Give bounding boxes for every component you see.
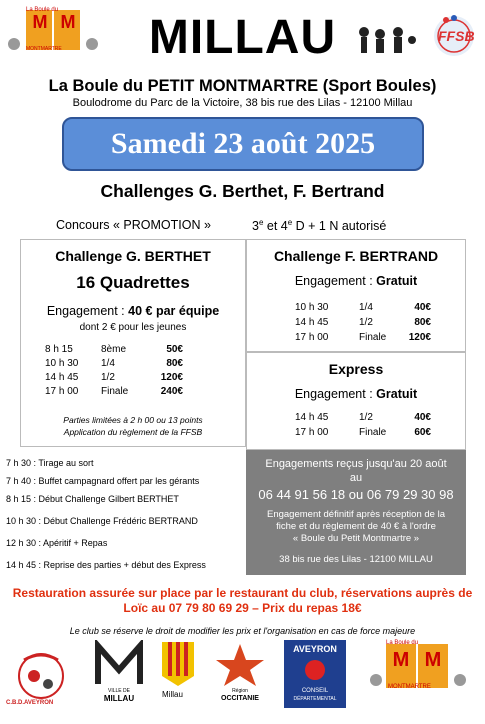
row-time: 14 h 45 [45, 372, 79, 383]
table-row [247, 302, 465, 316]
row-time: 17 h 00 [295, 332, 329, 343]
table-row [21, 358, 245, 372]
logo-left-caption: La Boule du [26, 7, 59, 13]
row-round: Finale [101, 386, 129, 397]
schedule-item: 14 h 45 : Reprise des parties + début des Express [6, 560, 206, 570]
row-prize: 60€ [414, 427, 431, 438]
row-time: 17 h 00 [45, 386, 79, 397]
occitanie-logo-line-1: Région [232, 688, 248, 694]
row-prize: 120€ [160, 372, 183, 383]
bertrand-panel [246, 239, 466, 352]
restaurant-line-2: Loïc au 07 79 80 69 29 – Prix du repas 18€ [123, 601, 362, 615]
ffsb-logo [358, 6, 476, 64]
registration-phones: 06 44 91 56 18 ou 06 79 29 30 98 [258, 487, 454, 502]
row-prize: 240€ [160, 386, 183, 397]
row-prize: 40€ [414, 412, 431, 423]
aveyron-logo-line-2: CONSEIL [301, 688, 329, 694]
row-prize: 40€ [414, 302, 431, 313]
row-round: 1/2 [359, 317, 373, 328]
row-round: 1/2 [101, 372, 115, 383]
mairie-logo [160, 640, 196, 708]
berthet-engagement-value: 40 € par équipe [128, 304, 220, 318]
mairie-logo-text: Millau [162, 690, 183, 699]
berthet-panel [20, 239, 246, 447]
bertrand-engagement-label: Engagement : [294, 274, 377, 288]
cbd-aveyron-logo [6, 640, 76, 708]
millau-logo-line-2: MILLAU [103, 694, 135, 703]
club-logo-footer [368, 640, 472, 708]
table-row [247, 332, 465, 346]
registration-au: au [349, 472, 363, 484]
svg-text:M: M [60, 12, 76, 32]
row-round: 8ème [101, 344, 127, 355]
schedule-item: 7 h 30 : Tirage au sort [6, 458, 94, 468]
restaurant-line-1: Restauration assurée sur place par le restaurant du club, réservations auprès de [12, 586, 473, 600]
table-row [247, 427, 465, 441]
express-engagement [247, 387, 465, 401]
table-row [21, 372, 245, 386]
row-time: 14 h 45 [295, 412, 329, 423]
row-time: 10 h 30 [45, 358, 79, 369]
berthet-title: Challenge G. BERTHET [55, 248, 211, 264]
berthet-note-1: Parties limitées à 2 h 00 ou 13 points [63, 415, 203, 425]
row-prize: 50€ [166, 344, 183, 355]
row-round: 1/2 [359, 412, 373, 423]
berthet-note-2: Application du règlement de la FFSB [63, 427, 203, 437]
challenges-heading: Challenges G. Berthet, F. Bertrand [100, 181, 385, 201]
express-panel [246, 352, 466, 450]
row-time: 10 h 30 [295, 302, 329, 313]
disclaimer: Le club se réserve le droit de modifier les prix et l'organisation en cas de force majeure [69, 626, 416, 636]
registration-deadline: Engagements reçus jusqu'au 20 août [265, 458, 447, 470]
table-row [21, 344, 245, 358]
page-title: MILLAU [148, 11, 337, 64]
schedule-item: 8 h 15 : Début Challenge Gilbert BERTHET [6, 494, 179, 504]
berthet-engagement-label: Engagement : [46, 304, 129, 318]
berthet-youth: dont 2 € pour les jeunes [79, 322, 187, 333]
restaurant-notice [0, 586, 485, 616]
row-round: 1/4 [359, 302, 373, 313]
row-time: 8 h 15 [45, 344, 73, 355]
express-title: Express [328, 361, 384, 377]
occitanie-logo [212, 640, 268, 708]
svg-text:M: M [32, 12, 48, 32]
express-engagement-label: Engagement : [294, 387, 377, 401]
row-prize: 80€ [414, 317, 431, 328]
row-time: 14 h 45 [295, 317, 329, 328]
ffsb-logo-text: FFSB [438, 28, 475, 44]
row-round: Finale [359, 332, 387, 343]
schedule-item: 7 h 40 : Buffet campagnard offert par les gérants [6, 476, 200, 486]
bertrand-engagement [247, 274, 465, 288]
bertrand-engagement-value: Gratuit [376, 274, 418, 288]
date-banner [62, 117, 424, 171]
berthet-format: 16 Quadrettes [76, 273, 190, 292]
registration-panel [246, 450, 466, 575]
event-date: Samedi 23 août 2025 [110, 127, 376, 160]
registration-line-3: Engagement définitif après réception de la [267, 509, 445, 520]
registration-line-5: « Boule du Petit Montmartre » [292, 533, 420, 544]
club-footer-caption-2: MONTMARTRE [388, 684, 431, 690]
divisions-allowed: 3e et 4e D + 1 N autorisé [252, 218, 387, 234]
schedule-item: 10 h 30 : Début Challenge Frédéric BERTRAND [6, 516, 198, 526]
millau-logo-line-1: VILLE DE [108, 688, 130, 694]
row-prize: 80€ [166, 358, 183, 369]
row-round: 1/4 [101, 358, 115, 369]
concours-type: Concours « PROMOTION » [56, 218, 211, 232]
club-footer-caption-1: La Boule du [386, 640, 419, 646]
aveyron-logo [284, 640, 346, 708]
millau-city-logo [92, 640, 146, 708]
berthet-engagement [21, 304, 245, 318]
logo-left-caption-2: MONTMARTRE [26, 46, 62, 52]
aveyron-logo-line-1: AVEYRON [293, 644, 337, 654]
table-row [247, 412, 465, 426]
registration-line-4: fiche et du règlement de 40 € à l'ordre [276, 521, 436, 532]
club-address: Boulodrome du Parc de la Victoire, 38 bis rue des Lilas - 12100 Millau [72, 97, 413, 109]
aveyron-logo-line-3: DÉPARTEMENTAL [293, 696, 337, 702]
table-row [21, 386, 245, 400]
bertrand-title: Challenge F. BERTRAND [273, 248, 439, 264]
club-name: La Boule du PETIT MONTMARTRE (Sport Boules) [48, 77, 437, 95]
schedule-item: 12 h 30 : Apéritif + Repas [6, 538, 108, 548]
cbd-logo-text: C.B.D.AVEYRON [6, 700, 54, 706]
row-time: 17 h 00 [295, 427, 329, 438]
express-engagement-value: Gratuit [376, 387, 418, 401]
table-row [247, 317, 465, 331]
svg-text:M: M [424, 649, 442, 671]
svg-text:M: M [392, 649, 410, 671]
registration-address: 38 bis rue des Lilas - 12100 MILLAU [279, 554, 433, 565]
row-prize: 120€ [408, 332, 431, 343]
occitanie-logo-line-2: OCCITANIE [221, 695, 259, 702]
row-round: Finale [359, 427, 387, 438]
